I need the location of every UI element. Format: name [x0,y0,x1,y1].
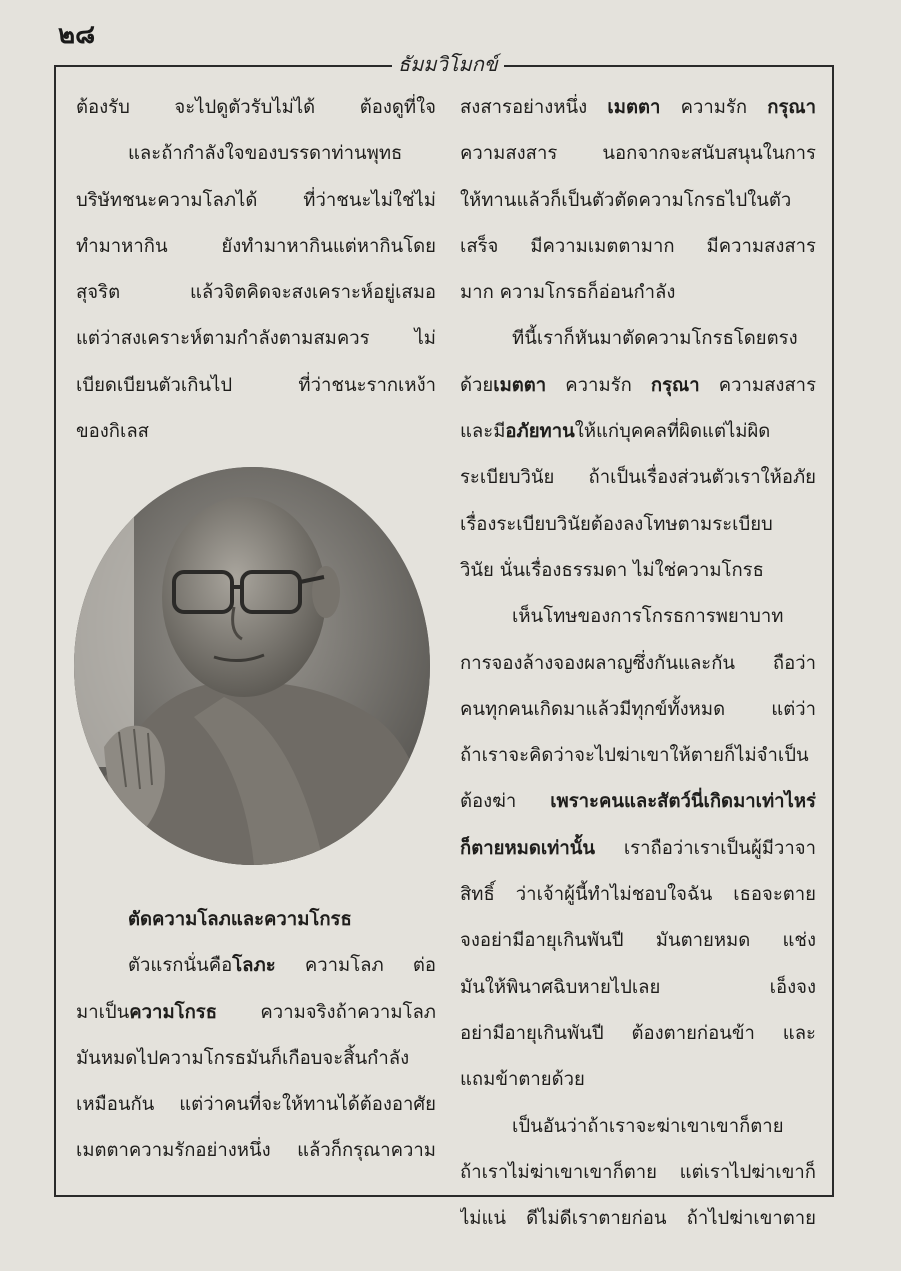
text-run: จงอย่ามีอายุเกินพันปี มันตายหมด แช่ง [460,930,816,952]
text-run: ถ้าเราจะคิดว่าจะไปฆ่าเขาให้ตายก็ไม่จำเป็น [460,745,809,767]
text-run: ความโลภ ต่อ [275,955,436,977]
text-line: บริษัทชนะความโลภได้ ที่ว่าชนะไม่ใช่ไม่ [76,189,436,211]
text-run: มันหมดไปความโกรธมันก็เกือบจะสิ้นกำลัง [76,1047,410,1069]
text-line [460,131,816,177]
bold-term: เพราะคนและสัตว์นี่เกิดมาเท่าไหร่ [550,791,816,813]
text-line [460,779,816,825]
text-line [460,1104,816,1150]
text-run: ให้ทานแล้วก็เป็นตัวตัดความโกรธไปในตัว [460,189,792,211]
text-run: ด้วย [460,374,494,396]
text-run: สิทธิ์ ว่าเจ้าผู้นี้ทำไม่ชอบใจฉัน เธอจะตาย [460,884,816,906]
text-line [76,1036,436,1082]
bold-term: เมตตา [493,374,547,396]
text-run: ตัวแรกนั่นคือ [128,955,233,977]
text-line [76,1128,436,1174]
text-run: เรื่องระเบียบวินัยต้องลงโทษตามระเบียบ [460,513,773,535]
text-run: เสร็จ มีความเมตตามาก มีความสงสาร [460,235,816,257]
text-line: ทำมาหากิน ยังทำมาหากินแต่หากินโดย [76,235,436,257]
text-run: ระเบียบวินัย ถ้าเป็นเรื่องส่วนตัวเราให้อภัย [460,467,816,489]
text-line [460,178,816,224]
text-run: เห็นโทษของการโกรธการพยาบาท [512,606,784,628]
text-line [460,548,816,594]
text-line [460,872,816,918]
text-line [460,826,816,872]
text-line [460,1057,816,1103]
text-line: ของกิเลส [76,421,149,443]
text-line [460,455,816,501]
bold-term: โลภะ [232,955,276,977]
text-run: แถมข้าตายด้วย [460,1069,585,1091]
text-run: ความจริงถ้าความโลภ [217,1001,436,1023]
left-column-bottom [76,897,436,1175]
bold-term: เมตตา [607,97,661,118]
text-line [76,943,436,989]
text-run: ทีนี้เราก็หันมาตัดความโกรธโดยตรง [512,328,798,350]
portrait-photo [74,467,430,865]
text-line [460,502,816,548]
monk-portrait-image [74,467,430,865]
text-run: และมี [460,421,506,443]
text-line [460,594,816,640]
text-line [460,316,816,362]
text-line [460,224,816,270]
page-number: ๒๘ [58,20,96,50]
bold-term: อภัยทาน [505,421,575,443]
right-column [460,85,816,1242]
text-line [76,990,436,1036]
text-run: การจองล้างจองผลาญซึ่งกันและกัน ถือว่า [460,652,816,674]
bold-term: ความโกรธ [129,1001,218,1023]
text-run: ถ้าเราไม่ฆ่าเขาเขาก็ตาย แต่เราไปฆ่าเขาก็ [460,1161,816,1183]
text-run: ต้องฆ่า [460,791,551,813]
text-run: สงสารอย่างหนึ่ง [460,97,608,118]
text-run: ให้แก่บุคคลที่ผิดแต่ไม่ผิด [574,421,771,443]
text-run: มาก ความโกรธก็อ่อนกำลัง [460,282,676,304]
text-run: เมตตาความรักอย่างหนึ่ง แล้วก็กรุณาความ [76,1140,436,1162]
text-line [460,85,816,131]
text-run: ความสงสาร นอกจากจะสนับสนุนในการ [460,143,816,165]
text-run: เป็นอันว่าถ้าเราจะฆ่าเขาเขาก็ตาย [512,1115,784,1137]
text-line [460,687,816,733]
text-line [460,1150,816,1196]
text-run: อย่ามีอายุเกินพันปี ต้องตายก่อนข้า และ [460,1022,816,1044]
text-line: และถ้ากำลังใจของบรรดาท่านพุทธ [128,143,403,165]
text-line [460,363,816,409]
text-line [460,965,816,1011]
text-line [460,409,816,455]
text-run: วินัย นั่นเรื่องธรรมดา ไม่ใช่ความโกรธ [460,559,764,581]
text-run: ความรัก [546,374,651,396]
bold-term: ก็ตายหมดเท่านั้น [460,837,596,859]
bold-term: กรุณา [650,374,700,396]
text-run: เราถือว่าเราเป็นผู้มีวาจา [595,837,816,859]
text-run: ความรัก [660,97,768,118]
text-run: มันให้พินาศฉิบหายไปเลย เอ็งจง [460,976,816,998]
text-run: ความสงสาร [699,374,816,396]
text-line: ต้องรับ จะไปดูตัวรับไม่ได้ ต้องดูที่ใจ [76,97,436,118]
text-line [460,641,816,687]
text-line [460,270,816,316]
text-line: สุจริต แล้วจิตคิดจะสงเคราะห์อยู่เสมอ [76,282,436,304]
bold-term: กรุณา [767,97,816,118]
text-line [460,733,816,779]
text-line: แต่ว่าสงเคราะห์ตามกำลังตามสมควร ไม่ [76,328,436,350]
text-line [460,1196,816,1242]
running-title: ธัมมวิโมกข์ [392,48,504,80]
text-run: มาเป็น [76,1001,130,1023]
text-run: เหมือนกัน แต่ว่าคนที่จะให้ทานได้ต้องอาศัย [76,1094,436,1116]
text-line [460,918,816,964]
text-line [76,1082,436,1128]
text-line [460,1011,816,1057]
text-run: ไม่แน่ ดีไม่ดีเราตายก่อน ถ้าไปฆ่าเขาตาย [460,1208,816,1230]
left-column-top [76,85,436,455]
section-heading: ตัดความโลภและความโกรธ [128,909,352,930]
text-run: คนทุกคนเกิดมาแล้วมีทุกข์ทั้งหมด แต่ว่า [460,698,816,720]
text-line: เบียดเบียนตัวเกินไป ที่ว่าชนะรากเหง้า [76,374,436,396]
